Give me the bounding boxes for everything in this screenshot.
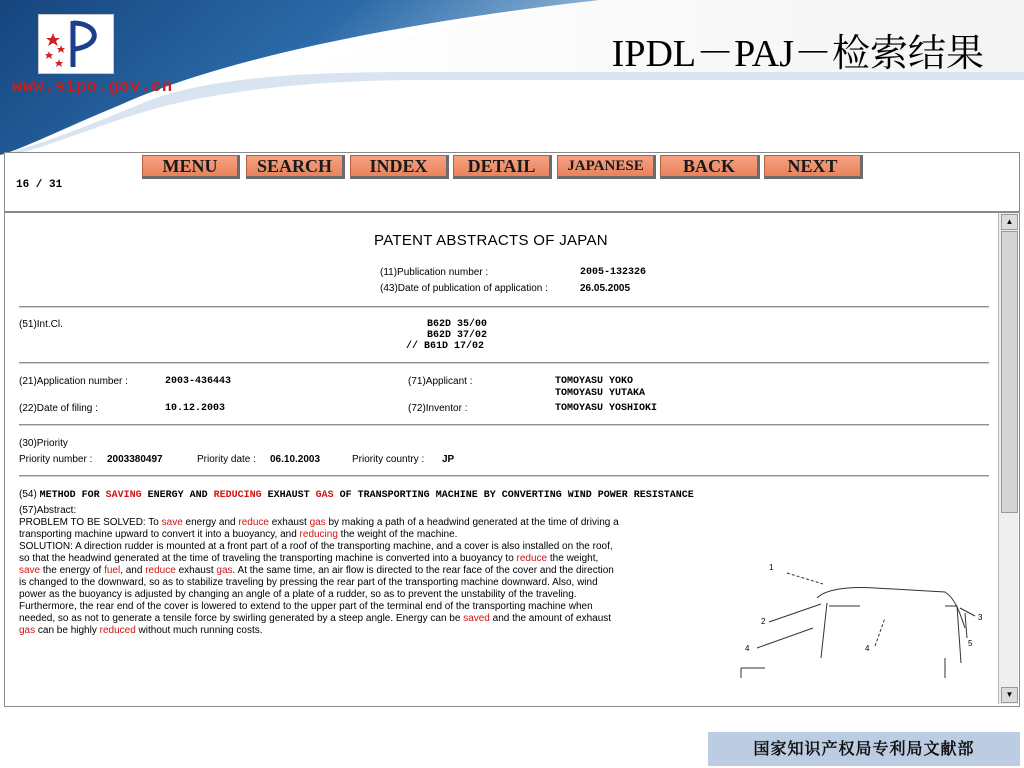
- highlighted-keyword: gas: [19, 625, 36, 636]
- abstract-text-run: , and: [120, 565, 146, 576]
- abstract-text-run: the weight of the machine.: [337, 529, 458, 540]
- drawing-label: 5: [968, 639, 973, 648]
- sipo-logo-graphic: [39, 15, 113, 73]
- applicant-label: (71)Applicant :: [408, 376, 473, 387]
- abstract-text: [19, 517, 731, 637]
- vertical-scrollbar[interactable]: [998, 213, 1018, 704]
- abstract-text-run: without much running costs.: [135, 625, 263, 636]
- divider: [19, 362, 989, 364]
- highlighted-keyword: save: [161, 517, 183, 528]
- search-button[interactable]: SEARCH: [246, 155, 345, 179]
- abstract-line: [19, 553, 731, 565]
- japanese-button[interactable]: JAPANESE: [557, 155, 656, 179]
- abstract-text-run: needed, so as not to generate a tensile force by swirling generated by a steep angle. Energy can be: [19, 613, 464, 624]
- inventor-label: (72)Inventor :: [408, 403, 468, 414]
- abstract-text-run: by making a path of a headwind generated at the time of driving a: [325, 517, 619, 528]
- abstract-text-run: SOLUTION: A direction rudder is mounted at a front part of a roof of the transporting machine, and a cover is also installed on the roof,: [19, 541, 613, 552]
- abstract-text-run: exhaust: [175, 565, 217, 576]
- priority-country-label: Priority country :: [352, 454, 425, 465]
- abstract-line: [19, 517, 731, 529]
- sipo-logo: [38, 14, 114, 74]
- browser-frame: [4, 152, 1020, 707]
- application-number: 2003-436443: [165, 376, 232, 387]
- title-keyword: GAS: [315, 490, 334, 501]
- scroll-down-arrow-icon[interactable]: ▼: [1001, 687, 1018, 703]
- abstract-text-run: Furthermore, the rear end of the cover is lowered to extend to the upper part of the terminal end of the transporting machine when: [19, 601, 593, 612]
- highlighted-keyword: reduced: [99, 625, 136, 636]
- priority-number-label: Priority number :: [19, 454, 93, 465]
- title-prefix: (54): [19, 489, 37, 500]
- divider: [19, 475, 989, 477]
- highlighted-keyword: gas: [216, 565, 233, 576]
- abstract-text-run: exhaust: [268, 517, 310, 528]
- site-url: www.sipo.gov.cn: [12, 78, 173, 97]
- abstract-line: [19, 625, 731, 637]
- drawing-label: 2: [761, 617, 766, 626]
- priority-country: JP: [442, 454, 455, 465]
- next-button[interactable]: NEXT: [764, 155, 863, 179]
- drawing-label: 3: [978, 613, 983, 622]
- inventor-name: TOMOYASU YOSHIOKI: [555, 403, 658, 414]
- highlighted-keyword: reduce: [145, 565, 176, 576]
- drawing-label: 4: [745, 644, 750, 653]
- highlighted-keyword: save: [19, 565, 41, 576]
- abstract-text-run: energy and: [182, 517, 239, 528]
- scrollbar-thumb[interactable]: [1001, 231, 1018, 513]
- abstract-text-run: the energy of: [40, 565, 105, 576]
- intcl-label: (51)Int.Cl.: [19, 319, 63, 330]
- highlighted-keyword: saved: [463, 613, 490, 624]
- abstract-text-run: so that the headwind generated at the time of traveling the transporting machine is converted into a buoyancy to: [19, 553, 517, 564]
- abstract-line: [19, 541, 731, 553]
- abstract-text-run: and the amount of exhaust: [489, 613, 612, 624]
- title-part: EXHAUST: [261, 490, 316, 501]
- patent-drawing: [735, 558, 995, 678]
- publication-number: 2005-132326: [580, 267, 647, 278]
- index-button[interactable]: INDEX: [350, 155, 449, 179]
- abstract-text-run: PROBLEM TO BE SOLVED: To: [19, 517, 162, 528]
- detail-button[interactable]: DETAIL: [453, 155, 552, 179]
- abstract-text-run: transporting machine upward to convert it into a buoyancy, and: [19, 529, 300, 540]
- publication-date-label: (43)Date of publication of application :: [380, 283, 548, 294]
- highlighted-keyword: reduce: [516, 553, 548, 564]
- title-part: METHOD FOR: [39, 490, 106, 501]
- divider: [19, 306, 989, 308]
- highlighted-keyword: gas: [309, 517, 326, 528]
- abstract-line: [19, 565, 731, 577]
- abstract-text-run: is changed to the downward, so as to stabilize traveling by pressing the rear part of the transporting machine downward. Also, wind: [19, 577, 598, 588]
- title-keyword: SAVING: [105, 490, 142, 501]
- abstract-text-run: can be highly: [35, 625, 100, 636]
- publication-date: 26.05.2005: [580, 283, 631, 294]
- abstract-text-run: . At the same time, an air flow is directed to the rear face of the cover and the direction: [232, 565, 614, 576]
- drawing-label: 1: [769, 563, 774, 572]
- applicant-name: TOMOYASU YOKO: [555, 376, 634, 387]
- highlighted-keyword: reduce: [238, 517, 269, 528]
- highlighted-keyword: reducing: [299, 529, 338, 540]
- abstract-line: [19, 577, 731, 589]
- filing-date-label: (22)Date of filing :: [19, 403, 98, 414]
- document-content: [5, 213, 997, 706]
- title-part: ENERGY AND: [141, 490, 214, 501]
- highlighted-keyword: fuel: [104, 565, 121, 576]
- abstract-line: [19, 613, 731, 625]
- priority-date-label: Priority date :: [197, 454, 256, 465]
- abstract-text-run: the weight,: [547, 553, 599, 564]
- document-heading: PATENT ABSTRACTS OF JAPAN: [374, 232, 608, 249]
- priority-label: (30)Priority: [19, 438, 68, 449]
- abstract-text-run: power as the buoyancy is adjusted by changing an angle of a plate of a rudder, so as to prevent the unstability of the traveling.: [19, 589, 577, 600]
- filing-date: 10.12.2003: [165, 403, 226, 414]
- drawing-label: 4: [865, 644, 870, 653]
- nav-bar: [5, 153, 1019, 213]
- page-counter: 16 / 31: [16, 179, 63, 191]
- scroll-up-arrow-icon[interactable]: ▲: [1001, 214, 1018, 230]
- abstract-line: [19, 589, 731, 601]
- divider: [19, 424, 989, 426]
- priority-number: 2003380497: [107, 454, 163, 465]
- title-keyword: REDUCING: [213, 490, 262, 501]
- footer-department-label: 国家知识产权局专利局文献部: [708, 732, 1020, 766]
- slide-title: IPDL－PAJ－检索结果: [611, 33, 984, 75]
- intcl-line: B62D 35/00: [427, 319, 488, 330]
- slide-header: [0, 0, 1024, 155]
- abstract-line: [19, 601, 731, 613]
- intcl-line: // B61D 17/02: [406, 341, 485, 352]
- priority-date: 06.10.2003: [270, 454, 321, 465]
- abstract-line: [19, 529, 731, 541]
- intcl-line: B62D 37/02: [427, 330, 488, 341]
- invention-title: [19, 489, 694, 501]
- applicant-name: TOMOYASU YUTAKA: [555, 388, 646, 399]
- abstract-label: (57)Abstract:: [19, 505, 77, 516]
- title-part: OF TRANSPORTING MACHINE BY CONVERTING WIND POWER RESISTANCE: [333, 490, 694, 501]
- back-button[interactable]: BACK: [660, 155, 760, 179]
- application-number-label: (21)Application number :: [19, 376, 128, 387]
- menu-button[interactable]: MENU: [142, 155, 240, 179]
- publication-number-label: (11)Publication number :: [380, 267, 489, 278]
